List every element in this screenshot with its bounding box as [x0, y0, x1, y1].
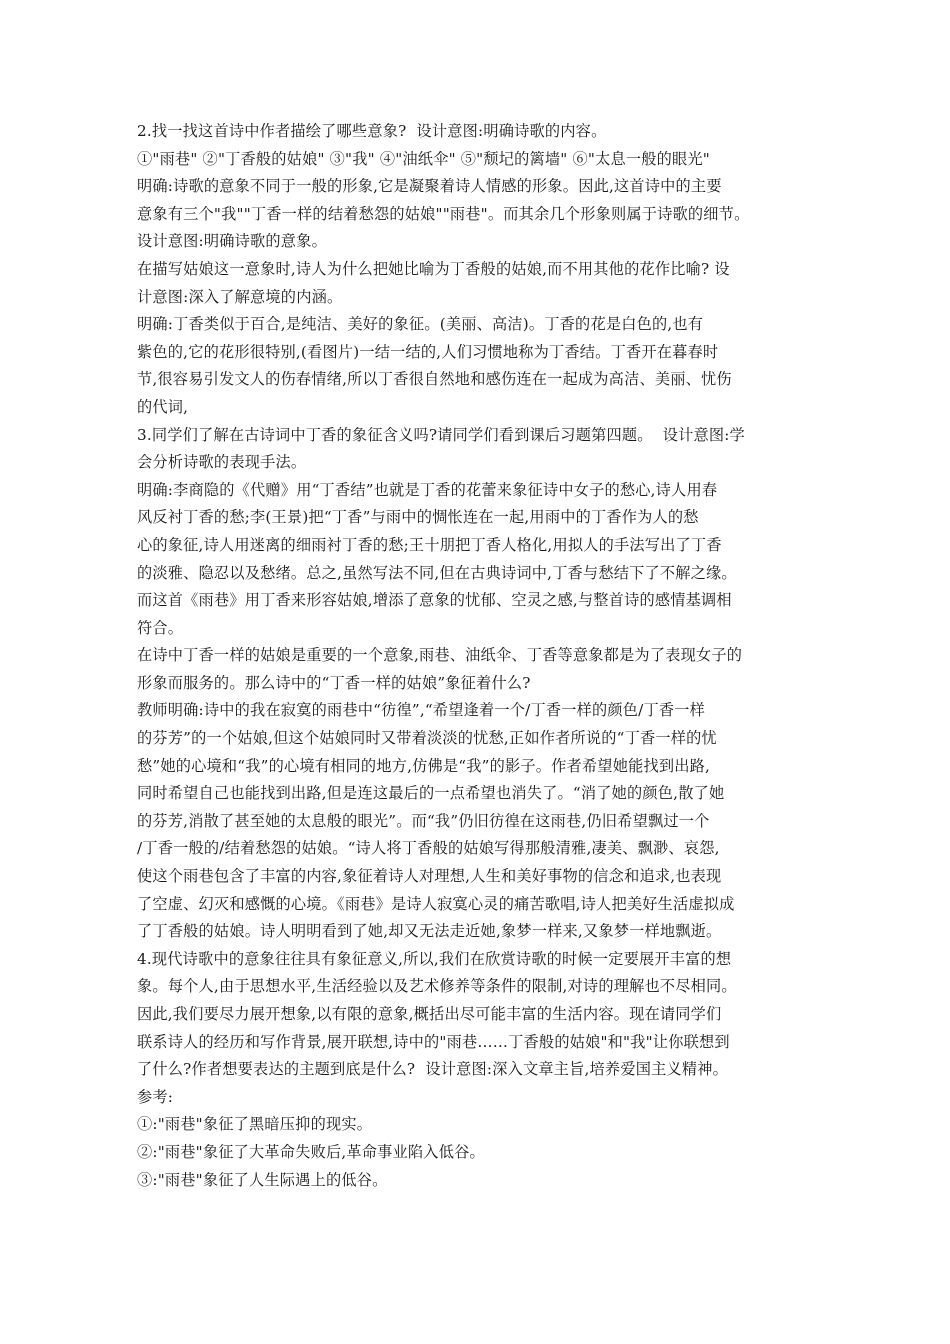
text-line: 使这个雨巷包含了丰富的内容,象征着诗人对理想,人生和美好事物的信念和追求,也表现: [137, 867, 722, 886]
text-line: ②:"雨巷"象征了大革命失败后,革命事业陷入低谷。: [137, 1142, 485, 1161]
text-line: 参考:: [137, 1087, 174, 1106]
text-line: 的代词,: [137, 397, 189, 416]
text-line: 设计意图:明确诗歌的意象。: [137, 232, 327, 251]
text-line: 同时希望自己也能找到出路,但是连这最后的一点希望也消失了。“消了她的颜色,散了她: [137, 784, 725, 803]
text-line: 在诗中丁香一样的姑娘是重要的一个意象,雨巷、油纸伞、丁香等意象都是为了表现女子的: [137, 646, 743, 665]
document-body: [137, 118, 827, 1194]
text-line: 符合。: [137, 618, 184, 637]
text-line: 3.同学们了解在古诗词中丁香的象征含义吗?请同学们看到课后习题第四题。 设计意图:学: [137, 425, 745, 444]
text-line: 意象有三个"我""丁香一样的结着愁怨的姑娘""雨巷"。而其余几个形象则属于诗歌的细节。: [137, 204, 750, 223]
text-line: 风反衬丁香的愁;李(王景)把“丁香”与雨中的惆怅连在一起,用雨中的丁香作为人的愁: [137, 508, 699, 527]
text-line: 在描写姑娘这一意象时,诗人为什么把她比喻为丁香般的姑娘,而不用其他的花作比喻? 设: [137, 259, 730, 278]
text-line: 联系诗人的经历和写作背景,展开联想,诗中的"雨巷……丁香般的姑娘"和"我"让你联想到: [137, 1032, 730, 1051]
text-line: 愁”她的心境和“我”的心境有相同的地方,仿佛是“我”的影子。作者希望她能找到出路,: [137, 756, 711, 775]
text-line: 心的象征,诗人用迷离的细雨衬丁香的愁;王十朋把丁香人格化,用拟人的手法写出了丁香: [137, 535, 722, 554]
text-line: 形象而服务的。那么诗中的“丁香一样的姑娘”象征着什么?: [137, 673, 531, 692]
text-line: 了空虚、幻灭和感慨的心境。《雨巷》是诗人寂寞心灵的痛苦歌唱,诗人把美好生活虚拟成: [137, 894, 735, 913]
text-line: 紫色的,它的花形很特别,(看图片)一结一结的,人们习惯地称为丁香结。丁香开在暮春时: [137, 342, 719, 361]
text-line: 了丁香般的姑娘。诗人明明看到了她,却又无法走近她,象梦一样来,又象梦一样地飘逝。: [137, 922, 722, 941]
text-line: ①:"雨巷"象征了黑暗压抑的现实。: [137, 1115, 373, 1134]
text-line: /丁香一般的/结着愁怨的姑娘。“诗人将丁香般的姑娘写得那般清雅,凄美、飘渺、哀怨,: [137, 839, 720, 858]
text-line: ①"雨巷" ②"丁香般的姑娘" ③"我" ④"油纸伞" ⑤"颓圮的篱墙" ⑥"太息一般的眼光": [137, 149, 710, 168]
text-line: 明确:诗歌的意象不同于一般的形象,它是凝聚着诗人情感的形象。因此,这首诗中的主要: [137, 177, 722, 196]
text-line: 计意图:深入了解意境的内涵。: [137, 287, 343, 306]
text-line: 的淡雅、隐忍以及愁绪。总之,虽然写法不同,但在古典诗词中,丁香与愁结下了不解之缘。: [137, 563, 737, 582]
text-line: 的芬芳,消散了甚至她的太息般的眼光”。而“我”仍旧彷徨在这雨巷,仍旧希望飘过一个: [137, 811, 710, 830]
text-line: 4.现代诗歌中的意象往往具有象征意义,所以,我们在欣赏诗歌的时候一定要展开丰富的想: [137, 949, 732, 968]
text-line: 会分析诗歌的表现手法。: [137, 453, 307, 472]
text-line: 明确:李商隐的《代赠》用“丁香结”也就是丁香的花蕾来象征诗中女子的愁心,诗人用春: [137, 480, 718, 499]
text-line: 教师明确:诗中的我在寂寞的雨巷中“彷徨”,“希望逢着一个/丁香一样的颜色/丁香一样: [137, 701, 706, 720]
text-line: ③:"雨巷"象征了人生际遇上的低谷。: [137, 1170, 388, 1189]
text-line: 明确:丁香类似于百合,是纯洁、美好的象征。(美丽、高洁)。丁香的花是白色的,也有: [137, 315, 704, 334]
text-line: 因此,我们要尽力展开想象,以有限的意象,概括出尽可能丰富的生活内容。现在请同学们: [137, 1005, 722, 1023]
text-line: 而这首《雨巷》用丁香来形容姑娘,增添了意象的忧郁、空灵之感,与整首诗的感情基调相: [137, 591, 732, 610]
text-line: 节,很容易引发文人的伤春情绪,所以丁香很自然地和感伤连在一起成为高洁、美丽、忧伤: [137, 370, 732, 389]
text-line: 的芬芳”的一个姑娘,但这个姑娘同时又带着淡淡的忧愁,正如作者所说的“丁香一样的忧: [137, 729, 717, 748]
text-line: 象。每个人,由于思想水平,生活经验以及艺术修养等条件的限制,对诗的理解也不尽相同。: [137, 977, 737, 996]
text-line: 了什么?作者想要表达的主题到底是什么? 设计意图:深入文章主旨,培养爱国主义精神。: [137, 1060, 729, 1079]
text-line: 2.找一找这首诗中作者描绘了哪些意象? 设计意图:明确诗歌的内容。: [137, 122, 607, 140]
